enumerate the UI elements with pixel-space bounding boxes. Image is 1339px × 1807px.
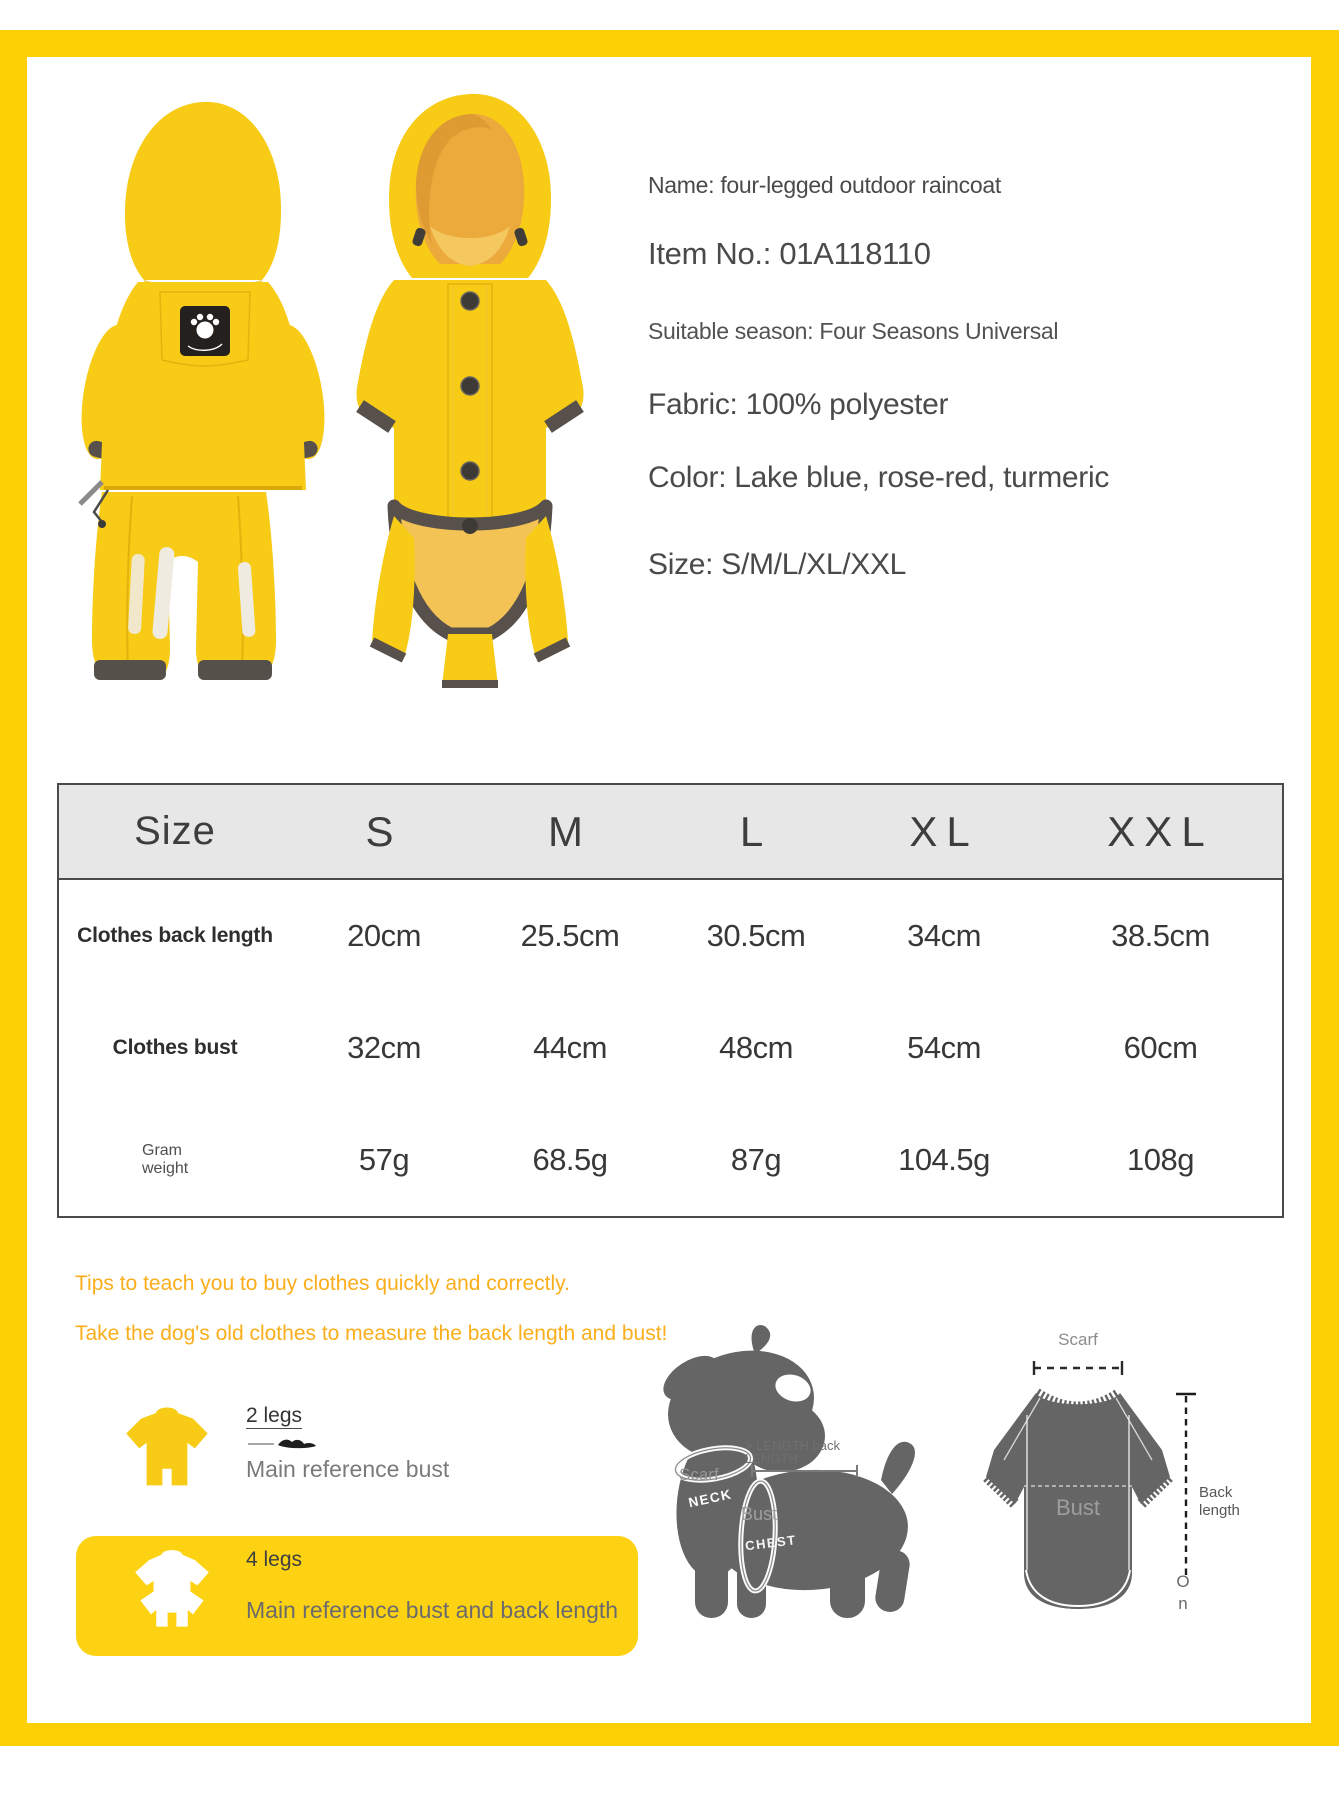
shirt-o-label: O	[1176, 1572, 1190, 1591]
two-legs-title-text: 2 legs	[246, 1404, 303, 1427]
tips-line-1: Tips to teach you to buy clothes quickly and correctly.	[75, 1272, 570, 1295]
frame-left	[0, 30, 27, 1746]
cell-value: 38.5cm	[1111, 918, 1210, 953]
cell-value: 108g	[1127, 1142, 1194, 1177]
cell-value: 25.5cm	[520, 918, 620, 953]
product-season-line: Suitable season: Four Seasons Universal	[648, 318, 1059, 344]
table-row	[59, 1104, 1282, 1216]
four-legs-description: Main reference bust and back length	[246, 1597, 619, 1623]
shirt-n-label: n	[1178, 1594, 1188, 1613]
table-row	[59, 880, 1282, 992]
table-row	[59, 992, 1282, 1104]
dog-chest-label: CHEST	[744, 1532, 798, 1554]
dog-neck-label: NECK	[687, 1486, 734, 1511]
shirt-scarf-label: Scarf	[1058, 1330, 1098, 1349]
cell-value: 30.5cm	[706, 918, 806, 953]
frame-right	[1311, 30, 1339, 1746]
product-fabric-line: Fabric: 100% polyester	[648, 388, 949, 421]
cell-value: 57g	[358, 1142, 410, 1177]
size-chart-header-m: M	[548, 807, 592, 855]
cell-value: 60cm	[1123, 1030, 1198, 1065]
two-legs-description: Main reference bust	[246, 1456, 450, 1482]
size-chart-header-xl: XL	[909, 807, 979, 855]
row-label-gram-weight	[59, 1142, 291, 1177]
length-label: LENGTH	[745, 1451, 798, 1466]
dog-bust-label: Bust	[741, 1504, 778, 1524]
dog-measure-diagram	[595, 1318, 940, 1628]
tips-line-2: Take the dog's old clothes to measure the back length and bust!	[75, 1322, 668, 1345]
product-photo-back-view	[72, 92, 334, 692]
size-chart-table	[57, 783, 1284, 1218]
four-legs-garment-icon	[126, 1546, 218, 1638]
shirt-back-length-label-1: Back	[1199, 1484, 1233, 1501]
frame-bottom	[0, 1723, 1339, 1746]
size-chart-header-size: Size	[134, 809, 216, 853]
two-legs-garment-icon	[118, 1402, 216, 1490]
scarf-measure-line	[1034, 1361, 1122, 1375]
product-item-no-line: Item No.: 01A118110	[648, 236, 931, 271]
shirt-measure-diagram	[966, 1320, 1256, 1620]
two-legs-title	[246, 1404, 302, 1428]
cell-value: 48cm	[719, 1030, 793, 1065]
scribble-mark	[248, 1436, 318, 1450]
four-legs-title: 4 legs	[246, 1548, 303, 1571]
frame-top	[0, 30, 1339, 57]
size-chart-header-xxl: XXL	[1107, 807, 1214, 855]
cell-value: 44cm	[533, 1030, 607, 1065]
product-size-line: Size: S/M/L/XL/XXL	[648, 548, 907, 581]
cell-value: 34cm	[907, 918, 981, 953]
cell-value: 87g	[730, 1142, 782, 1177]
dog-scarf-label: Scarf	[679, 1465, 719, 1484]
row-label-bust: Clothes bust	[112, 1036, 238, 1059]
cell-value: 32cm	[347, 1030, 421, 1065]
product-name-line: Name: four-legged outdoor raincoat	[648, 172, 1001, 198]
size-chart-header-row	[59, 785, 1282, 880]
shirt-bust-label: Bust	[1055, 1495, 1101, 1520]
cell-value: 20cm	[347, 918, 421, 953]
back-length-measure-line	[1176, 1394, 1196, 1576]
length-back-label: > LENGTH back	[745, 1438, 841, 1453]
cell-value: 54cm	[907, 1030, 981, 1065]
shirt-back-length-label-2: length	[1199, 1502, 1240, 1519]
row-label-back-length: Clothes back length	[77, 924, 273, 947]
size-chart-header-l: L	[739, 807, 773, 855]
product-color-line: Color: Lake blue, rose-red, turmeric	[648, 461, 1110, 494]
product-photo-front-view	[330, 86, 610, 700]
size-chart-header-s: S	[365, 807, 403, 855]
brand-paw-label	[180, 306, 230, 356]
cell-value: 68.5g	[532, 1142, 608, 1177]
row-label-gram-weight-text: Gram weight	[142, 1142, 189, 1177]
cell-value: 104.5g	[898, 1142, 990, 1177]
